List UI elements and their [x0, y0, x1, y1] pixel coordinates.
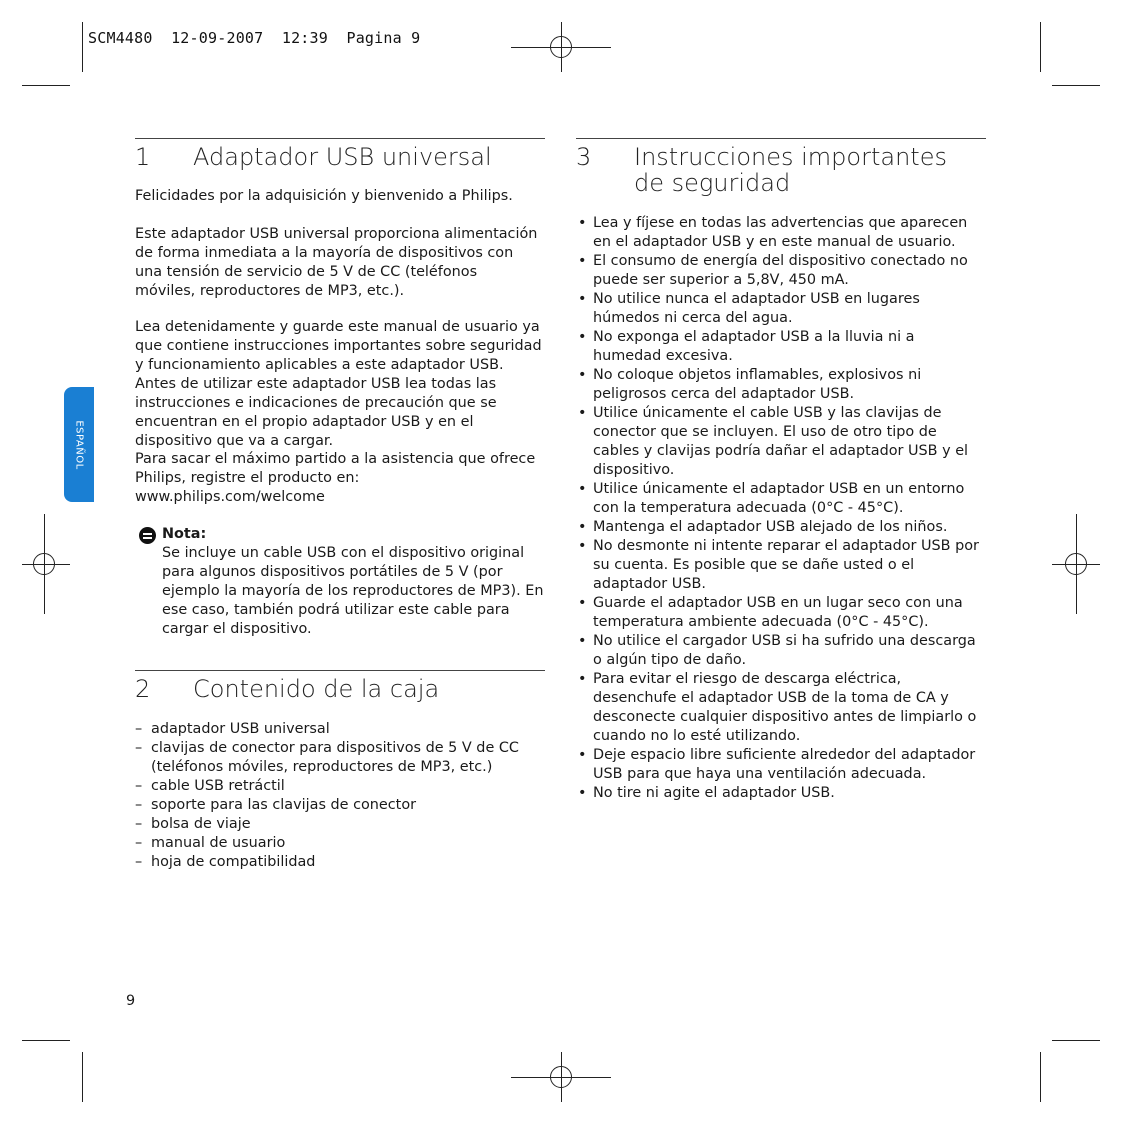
- section1-title: Adaptador USB universal: [193, 143, 492, 171]
- note-text: Se incluye un cable USB con el dispositivo original para algunos dispositivos portátiles de 5 V (por ejemplo la mayoría de los reproductores de MP3). En ese caso, también podrá utilizar este cable para cargar el dispositivo.: [162, 545, 544, 637]
- description-paragraph: Este adaptador USB universal proporciona alimentación de forma inmediata a la mayoría de dispositivos con una tensión de servicio de 5 V de CC (teléfonos móviles, reproductores de MP3, etc.).: [135, 226, 538, 299]
- list-item: – soporte para las clavijas de conector: [135, 796, 535, 815]
- list-item: • Para evitar el riesgo de descarga eléctrica, desenchufe el adaptador USB de la toma de CA y desconecte cualquier dispositivo antes de limpiarlo o cuando no lo esté utilizando.: [576, 670, 986, 746]
- section2-heading: [135, 676, 545, 704]
- list-item: – hoja de compatibilidad: [135, 853, 535, 872]
- left-column: [135, 138, 545, 878]
- list-item: • El consumo de energía del dispositivo conectado no puede ser superior a 5,8V, 450 mA.: [576, 252, 986, 290]
- page-number: 9: [126, 993, 136, 1009]
- list-item: – clavijas de conector para dispositivos de 5 V de CC (teléfonos móviles, reproductores de MP3, etc.): [135, 739, 535, 777]
- language-tab: [64, 387, 94, 502]
- language-tab-label: ESPAÑOL: [73, 419, 85, 470]
- list-item: • Lea y fíjese en todas las advertencias que aparecen en el adaptador USB y en este manual de usuario.: [576, 214, 986, 252]
- section1-number: 1: [135, 143, 151, 171]
- list-item: • No coloque objetos inflamables, explosivos ni peligrosos cerca del adaptador USB.: [576, 366, 986, 404]
- section1-rule: [135, 138, 545, 139]
- list-item: – adaptador USB universal: [135, 720, 535, 739]
- safety-list: [576, 214, 986, 803]
- section3-rule: [576, 138, 986, 139]
- note-icon: [139, 527, 156, 544]
- register-paragraph: Para sacar el máximo partido a la asistencia que ofrece Philips, registre el producto en: www.philips.com/welcome: [135, 451, 536, 505]
- list-item: • No desmonte ni intente reparar el adaptador USB por su cuenta. Es posible que se dañe usted o el adaptador USB.: [576, 537, 986, 594]
- list-item: – manual de usuario: [135, 834, 535, 853]
- list-item: • No utilice el cargador USB si ha sufrido una descarga o algún tipo de daño.: [576, 632, 986, 670]
- section1-heading: [135, 144, 545, 172]
- right-column: [576, 138, 986, 801]
- list-item: • Utilice únicamente el cable USB y las clavijas de conector que se incluyen. El uso de otro tipo de cables y clavijas podría dañar el adaptador USB y el dispositivo.: [576, 404, 986, 480]
- section3-title: Instrucciones importantes de seguridad: [634, 143, 947, 197]
- note-label: Nota:: [162, 526, 207, 542]
- list-item: – bolsa de viaje: [135, 815, 535, 834]
- intro-paragraph: Felicidades por la adquisición y bienvenido a Philips.: [135, 188, 513, 204]
- section2-rule: [135, 670, 545, 671]
- list-item: • No tire ni agite el adaptador USB.: [576, 784, 986, 803]
- list-item: • No utilice nunca el adaptador USB en lugares húmedos ni cerca del agua.: [576, 290, 986, 328]
- list-item: • Utilice únicamente el adaptador USB en un entorno con la temperatura adecuada (0°C - 45°C).: [576, 480, 986, 518]
- list-item: • No exponga el adaptador USB a la lluvia ni a humedad excesiva.: [576, 328, 986, 366]
- print-header: SCM4480 12-09-2007 12:39 Pagina 9: [88, 29, 421, 47]
- section2-title: Contenido de la caja: [193, 675, 440, 703]
- read-manual-paragraph: Lea detenidamente y guarde este manual de usuario ya que contiene instrucciones importantes sobre seguridad y funcionamiento aplicables a este adaptador USB. Antes de utilizar este adaptador USB lea todas las instrucciones e indicaciones de precaución que se encuentran en el propio adaptador USB y en el dispositivo que va a cargar.: [135, 319, 542, 449]
- section3-heading: [576, 144, 986, 200]
- list-item: – cable USB retráctil: [135, 777, 535, 796]
- note-block: [139, 525, 545, 635]
- box-contents-list: [135, 720, 535, 872]
- section2-number: 2: [135, 675, 151, 703]
- list-item: • Deje espacio libre suficiente alrededor del adaptador USB para que haya una ventilación adecuada.: [576, 746, 986, 784]
- section3-number: 3: [576, 143, 592, 171]
- list-item: • Guarde el adaptador USB en un lugar seco con una temperatura ambiente adecuada (0°C - 45°C).: [576, 594, 986, 632]
- list-item: • Mantenga el adaptador USB alejado de los niños.: [576, 518, 986, 537]
